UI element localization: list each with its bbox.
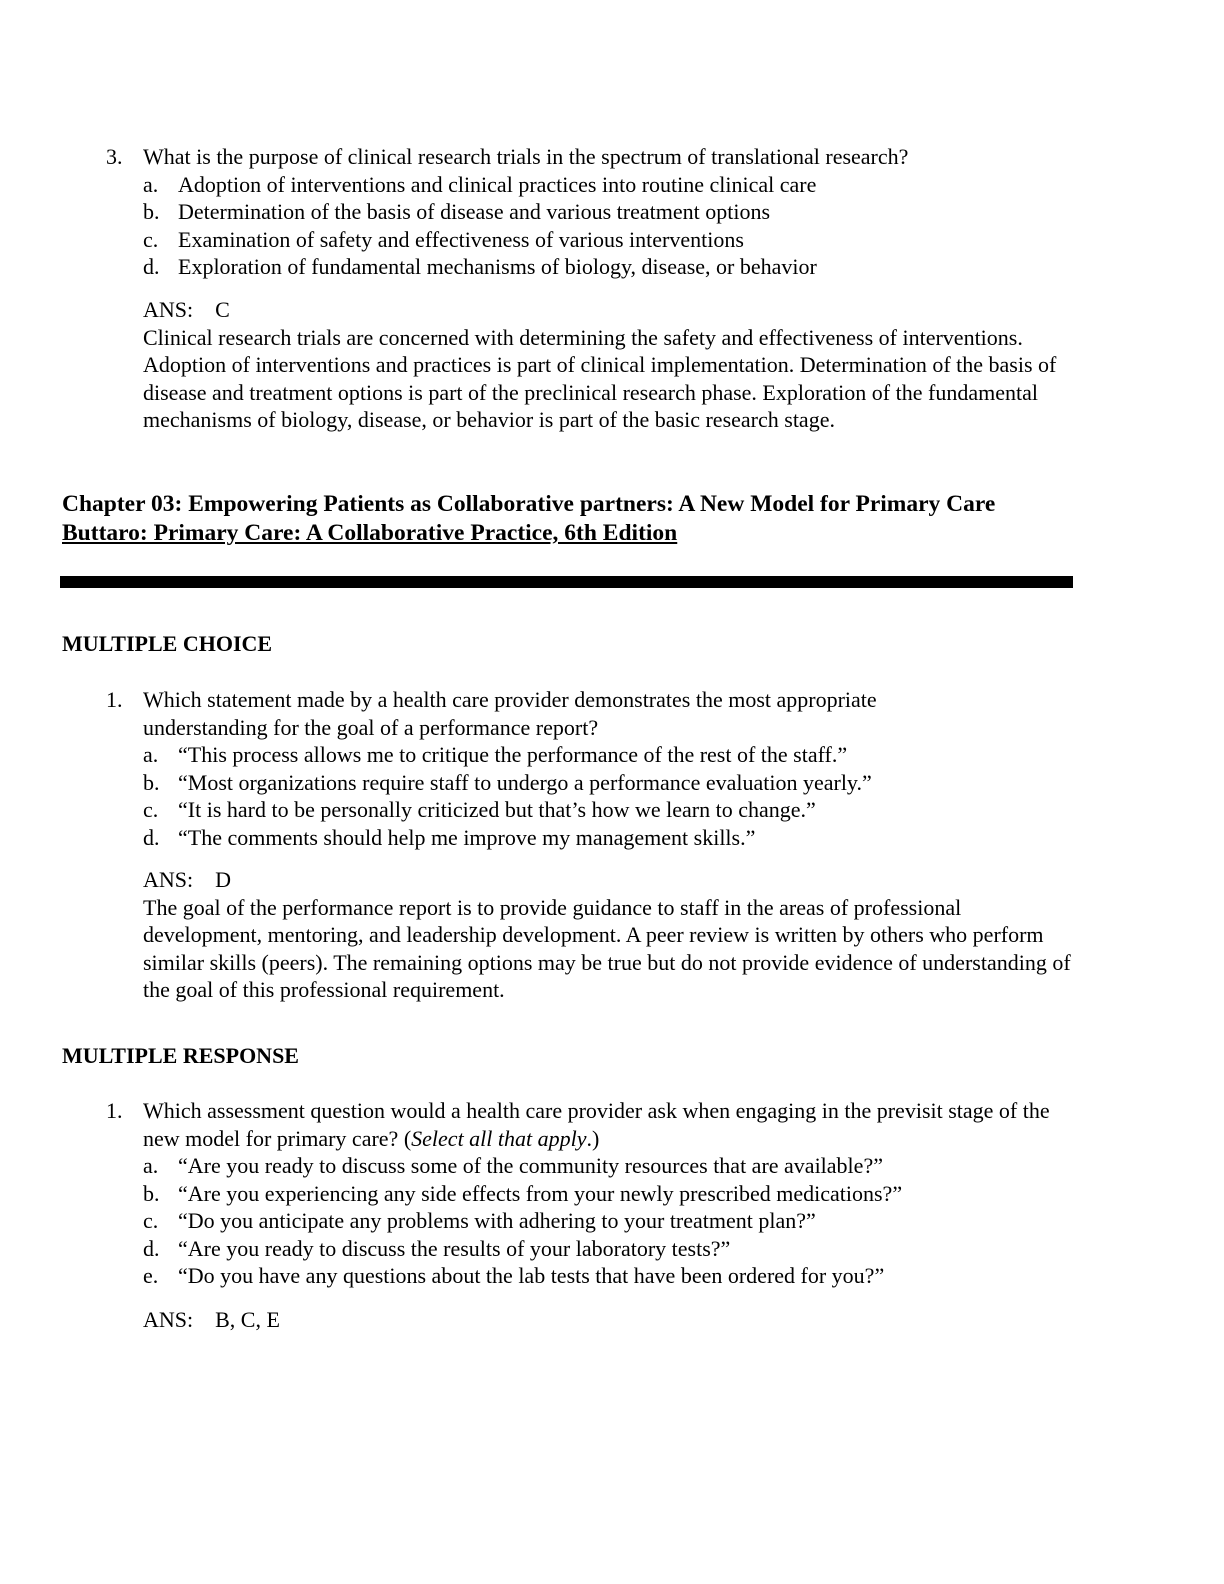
mr-question-1 bbox=[106, 1097, 1106, 1290]
answer-label: ANS: bbox=[143, 867, 194, 892]
heading-rule bbox=[60, 576, 1073, 588]
option-letter: a. bbox=[143, 171, 159, 197]
rationale: The goal of the performance report is to provide guidance to staff in the areas of professional development, mentoring, and leadership development. A peer review is written by others who perform similar skills (peers). The remaining options may be true but do not provide evidence of understanding of the goal of this professional requirement. bbox=[143, 894, 1071, 1002]
answer-line bbox=[143, 866, 1083, 894]
question-stem: Which statement made by a health care provider demonstrates the most appropriate understanding for the goal of a performance report? bbox=[143, 687, 877, 740]
option-text: “Do you anticipate any problems with adhering to your treatment plan?” bbox=[178, 1208, 816, 1233]
chapter-title: Chapter 03: Empowering Patients as Collaborative partners: A New Model for Primary Care bbox=[62, 491, 996, 517]
option-text: “Are you ready to discuss some of the community resources that are available?” bbox=[178, 1153, 883, 1178]
answer-block-mc bbox=[143, 866, 1083, 1004]
option-text: Exploration of fundamental mechanisms of biology, disease, or behavior bbox=[178, 254, 817, 279]
option-c bbox=[143, 1207, 1106, 1235]
question-stem bbox=[143, 1097, 1073, 1152]
option-a bbox=[143, 171, 1106, 199]
option-b bbox=[143, 769, 1106, 797]
question-3 bbox=[106, 143, 1106, 281]
option-text: “The comments should help me improve my management skills.” bbox=[178, 824, 756, 850]
option-b bbox=[143, 198, 1106, 226]
answer-block-mr bbox=[143, 1306, 1083, 1334]
option-c bbox=[143, 796, 1106, 824]
option-a bbox=[143, 1152, 1106, 1180]
option-letter: c. bbox=[143, 226, 159, 252]
multiple-choice-heading: MULTIPLE CHOICE bbox=[62, 631, 273, 656]
select-all-instruction: Select all that apply bbox=[411, 1125, 587, 1151]
option-letter: a. bbox=[143, 1153, 159, 1178]
option-d bbox=[143, 824, 1106, 852]
book-subtitle: Buttaro: Primary Care: A Collaborative Practice, 6th Edition bbox=[62, 520, 678, 546]
stem-end: .) bbox=[586, 1125, 600, 1151]
question-stem: What is the purpose of clinical research trials in the spectrum of translational research? bbox=[143, 144, 909, 169]
stem-text: Which assessment question would a health care provider ask when engaging in the previsit stage of the new model for primary care? ( bbox=[143, 1098, 1050, 1151]
option-letter: b. bbox=[143, 199, 160, 224]
option-letter: d. bbox=[143, 254, 160, 279]
option-b bbox=[143, 1180, 1106, 1208]
option-text: “Most organizations require staff to undergo a performance evaluation yearly.” bbox=[178, 769, 872, 795]
option-letter: d. bbox=[143, 824, 160, 850]
option-text: “This process allows me to critique the performance of the rest of the staff.” bbox=[178, 742, 848, 767]
option-letter: c. bbox=[143, 797, 159, 822]
option-text: “Are you experiencing any side effects from your newly prescribed medications?” bbox=[178, 1180, 903, 1206]
option-text: Examination of safety and effectiveness of various interventions bbox=[178, 226, 744, 252]
mc-question-1 bbox=[106, 686, 1106, 851]
option-text: Adoption of interventions and clinical practices into routine clinical care bbox=[178, 171, 817, 197]
option-text: “It is hard to be personally criticized but that’s how we learn to change.” bbox=[178, 797, 816, 822]
option-text: “Do you have any questions about the lab tests that have been ordered for you?” bbox=[178, 1263, 885, 1288]
answer-value: C bbox=[215, 297, 230, 322]
question-number: 1. bbox=[106, 687, 123, 712]
answer-label: ANS: bbox=[143, 1307, 194, 1332]
multiple-response-heading: MULTIPLE RESPONSE bbox=[62, 1043, 299, 1068]
answer-value: B, C, E bbox=[215, 1307, 280, 1332]
option-d bbox=[143, 1235, 1106, 1263]
option-letter: a. bbox=[143, 742, 159, 767]
option-letter: e. bbox=[143, 1263, 159, 1288]
rationale: Clinical research trials are concerned with determining the safety and effectiveness of interventions. Adoption of interventions and practices is part of clinical implementation. Determination of the basis of disease and treatment options is part of the preclinical research phase. Exploration of the fundamental mechanisms of biology, disease, or behavior is part of the basic research stage. bbox=[143, 324, 1057, 432]
option-e bbox=[143, 1262, 1106, 1290]
option-text: Determination of the basis of disease and various treatment options bbox=[178, 199, 771, 224]
answer-value: D bbox=[215, 867, 232, 892]
option-letter: c. bbox=[143, 1208, 159, 1233]
answer-label: ANS: bbox=[143, 297, 194, 322]
chapter-heading bbox=[62, 490, 1062, 548]
option-c bbox=[143, 226, 1106, 254]
answer-line bbox=[143, 1306, 1083, 1334]
option-a bbox=[143, 741, 1106, 769]
question-number: 1. bbox=[106, 1098, 123, 1123]
answer-block-q3 bbox=[143, 296, 1083, 434]
option-text: “Are you ready to discuss the results of your laboratory tests?” bbox=[178, 1235, 731, 1261]
answer-line bbox=[143, 296, 1083, 324]
question-number: 3. bbox=[106, 144, 123, 169]
option-d bbox=[143, 253, 1106, 281]
option-letter: b. bbox=[143, 769, 160, 795]
option-letter: d. bbox=[143, 1235, 160, 1261]
option-letter: b. bbox=[143, 1180, 160, 1206]
